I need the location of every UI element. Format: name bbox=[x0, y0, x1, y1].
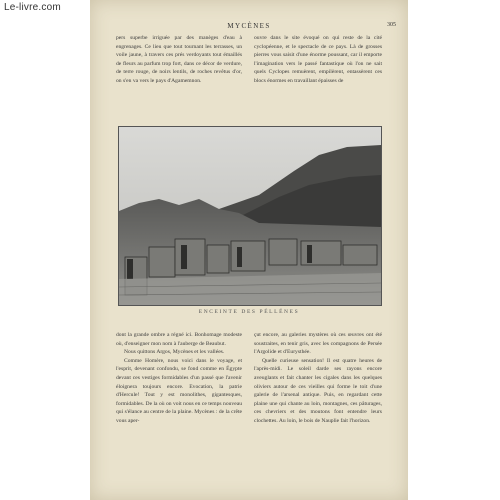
text-column-bottom-right bbox=[254, 331, 382, 426]
paragraph: ouvre dans le site évoqué on qui reste de la cité cyclopéenne, et le spectacle de ce pays. Là de grosses pierres vous saisit d'une énorme poussant, car il emporte l'imagination vers le passé fantastique où l'on ne sait quels Cyclopes remuèrent, empilèrent, entassèrent ces blocs énormes en travaillant épaisses de bbox=[254, 35, 382, 84]
page-number: 305 bbox=[387, 22, 396, 28]
paragraph: Comme Homère, nous voici dans le voyage, et l'esprit, devenant confondu, se fond comme en Égypte devant ces vestiges formidables d'un passé que l'avenir éloignera toujours encore. Evocation, la patrie d'Hercule! Tout y est monolithes, gigantesques, formidables. De la où on voit nous en ce temps nouveau qui s'élance au centre de la plaine. Mycènes : de la crête vous aper- bbox=[116, 357, 242, 424]
watermark-text: Le-livre.com bbox=[4, 2, 61, 13]
photograph-ruins bbox=[118, 126, 382, 306]
paragraph: Nous quittons Argos, Mycènes et les vallées. bbox=[124, 349, 225, 356]
paragraph: Quelle curieuse sensation! Il est quatre heures de l'après-midi. Le soleil darde ses rayons encore aveuglants et fait chanter les cigales dans les quelques oliviers autour de ces vieilles qui forme le toit d'une galerie de l'arsenal antique. Puis, en regardant cette plaine une qui chante au loin, montagnes, ces pâturages, ces chevriers et des moutons font entendre leurs clochettes. Au loin, le bois de Nauplie fait l'horizon. bbox=[254, 357, 382, 424]
photo-caption: ENCEINTE DES PÉLLÉNES bbox=[198, 309, 300, 315]
paragraph: pers superbe irriguée par des manèges d'eau à engrenages. Ce lieu que tout tournant les terrasses, un voile jaune, à travers ces prés verdoyants tout émaillés de fleurs au parfum trop fort, dans ce décor de verdure, de terre rouge, de noirs lentils, de roches revêtus d'or, on s'en va vers le pays d'Agamemnon. bbox=[116, 35, 242, 84]
text-column-top-left bbox=[116, 34, 242, 86]
running-head: MYCÈNES bbox=[227, 22, 271, 30]
text-column-top-right bbox=[254, 34, 382, 86]
book-page bbox=[90, 0, 408, 500]
paragraph: dont la grande ombre a régné ici. Bonhomage modeste où, d'enseigner mon nom à l'auberge de Beaubut. bbox=[116, 332, 242, 347]
paragraph: çut encore, au galeries mystères où ces œuvres ont été soustraites, en tenir gris, avec les compagnons de Persée l'Argolide et d'Eurysthée. bbox=[254, 332, 382, 356]
text-column-bottom-left bbox=[116, 331, 242, 426]
